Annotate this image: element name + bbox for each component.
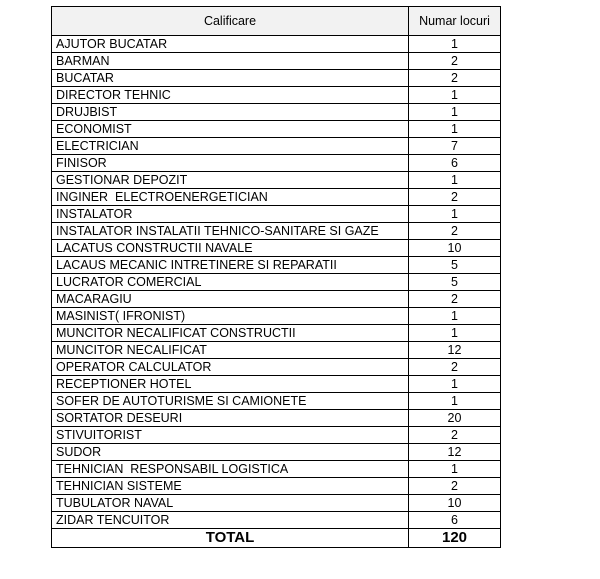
- table-body: [52, 36, 501, 529]
- positions-cell: 1: [409, 87, 501, 104]
- table-row: [52, 376, 501, 393]
- table-row: [52, 257, 501, 274]
- qualification-cell: BUCATAR: [52, 70, 409, 87]
- table-row: [52, 104, 501, 121]
- positions-cell: 12: [409, 342, 501, 359]
- table-row: [52, 189, 501, 206]
- positions-cell: 7: [409, 138, 501, 155]
- positions-cell: 10: [409, 495, 501, 512]
- qualification-cell: LUCRATOR COMERCIAL: [52, 274, 409, 291]
- qualification-cell: MUNCITOR NECALIFICAT CONSTRUCTII: [52, 325, 409, 342]
- table-row: [52, 512, 501, 529]
- qualification-cell: TUBULATOR NAVAL: [52, 495, 409, 512]
- qualification-cell: RECEPTIONER HOTEL: [52, 376, 409, 393]
- qualification-cell: MUNCITOR NECALIFICAT: [52, 342, 409, 359]
- qualification-cell: GESTIONAR DEPOZIT: [52, 172, 409, 189]
- positions-cell: 2: [409, 427, 501, 444]
- table-row: [52, 206, 501, 223]
- header-positions: Numar locuri: [409, 7, 501, 36]
- qualification-cell: LACATUS CONSTRUCTII NAVALE: [52, 240, 409, 257]
- qualification-cell: FINISOR: [52, 155, 409, 172]
- table-row: [52, 53, 501, 70]
- positions-cell: 5: [409, 257, 501, 274]
- positions-cell: 1: [409, 121, 501, 138]
- table-row: [52, 291, 501, 308]
- table-row: [52, 308, 501, 325]
- positions-cell: 5: [409, 274, 501, 291]
- table-row: [52, 410, 501, 427]
- positions-cell: 6: [409, 512, 501, 529]
- qualification-cell: LACAUS MECANIC INTRETINERE SI REPARATII: [52, 257, 409, 274]
- qualification-cell: SUDOR: [52, 444, 409, 461]
- positions-cell: 1: [409, 376, 501, 393]
- table-row: [52, 393, 501, 410]
- qualification-cell: TEHNICIAN SISTEME: [52, 478, 409, 495]
- positions-cell: 2: [409, 223, 501, 240]
- table-row: [52, 240, 501, 257]
- qualification-cell: AJUTOR BUCATAR: [52, 36, 409, 53]
- qualification-cell: INSTALATOR: [52, 206, 409, 223]
- positions-cell: 1: [409, 172, 501, 189]
- job-positions-table: [51, 6, 501, 548]
- positions-cell: 1: [409, 104, 501, 121]
- positions-cell: 20: [409, 410, 501, 427]
- qualification-cell: INGINER ELECTROENERGETICIAN: [52, 189, 409, 206]
- table-row: [52, 87, 501, 104]
- positions-cell: 1: [409, 206, 501, 223]
- positions-cell: 6: [409, 155, 501, 172]
- table-row: [52, 342, 501, 359]
- qualification-cell: ELECTRICIAN: [52, 138, 409, 155]
- qualification-cell: INSTALATOR INSTALATII TEHNICO-SANITARE SI GAZE: [52, 223, 409, 240]
- positions-cell: 1: [409, 461, 501, 478]
- qualification-cell: MACARAGIU: [52, 291, 409, 308]
- positions-cell: 2: [409, 291, 501, 308]
- table-row: [52, 427, 501, 444]
- qualification-cell: OPERATOR CALCULATOR: [52, 359, 409, 376]
- qualification-cell: DIRECTOR TEHNIC: [52, 87, 409, 104]
- table-row: [52, 444, 501, 461]
- positions-cell: 12: [409, 444, 501, 461]
- table-row: [52, 138, 501, 155]
- table-row: [52, 172, 501, 189]
- table-row: [52, 155, 501, 172]
- table-row: [52, 36, 501, 53]
- total-row: [52, 529, 501, 548]
- qualification-cell: STIVUITORIST: [52, 427, 409, 444]
- table-row: [52, 121, 501, 138]
- table-row: [52, 274, 501, 291]
- positions-cell: 1: [409, 325, 501, 342]
- qualification-cell: MASINIST( IFRONIST): [52, 308, 409, 325]
- qualification-cell: ECONOMIST: [52, 121, 409, 138]
- positions-cell: 10: [409, 240, 501, 257]
- header-qualification: Calificare: [52, 7, 409, 36]
- qualification-cell: BARMAN: [52, 53, 409, 70]
- qualification-cell: DRUJBIST: [52, 104, 409, 121]
- positions-cell: 1: [409, 393, 501, 410]
- table-row: [52, 495, 501, 512]
- qualification-cell: SOFER DE AUTOTURISME SI CAMIONETE: [52, 393, 409, 410]
- table-row: [52, 325, 501, 342]
- table-row: [52, 223, 501, 240]
- qualification-cell: TEHNICIAN RESPONSABIL LOGISTICA: [52, 461, 409, 478]
- positions-cell: 2: [409, 359, 501, 376]
- table-row: [52, 359, 501, 376]
- table-header-row: [52, 7, 501, 36]
- positions-cell: 1: [409, 36, 501, 53]
- positions-cell: 1: [409, 308, 501, 325]
- positions-cell: 2: [409, 70, 501, 87]
- total-value: 120: [409, 529, 501, 548]
- positions-cell: 2: [409, 478, 501, 495]
- table-row: [52, 70, 501, 87]
- positions-cell: 2: [409, 53, 501, 70]
- qualification-cell: ZIDAR TENCUITOR: [52, 512, 409, 529]
- table-row: [52, 478, 501, 495]
- table-row: [52, 461, 501, 478]
- total-label: TOTAL: [52, 529, 409, 548]
- positions-cell: 2: [409, 189, 501, 206]
- qualification-cell: SORTATOR DESEURI: [52, 410, 409, 427]
